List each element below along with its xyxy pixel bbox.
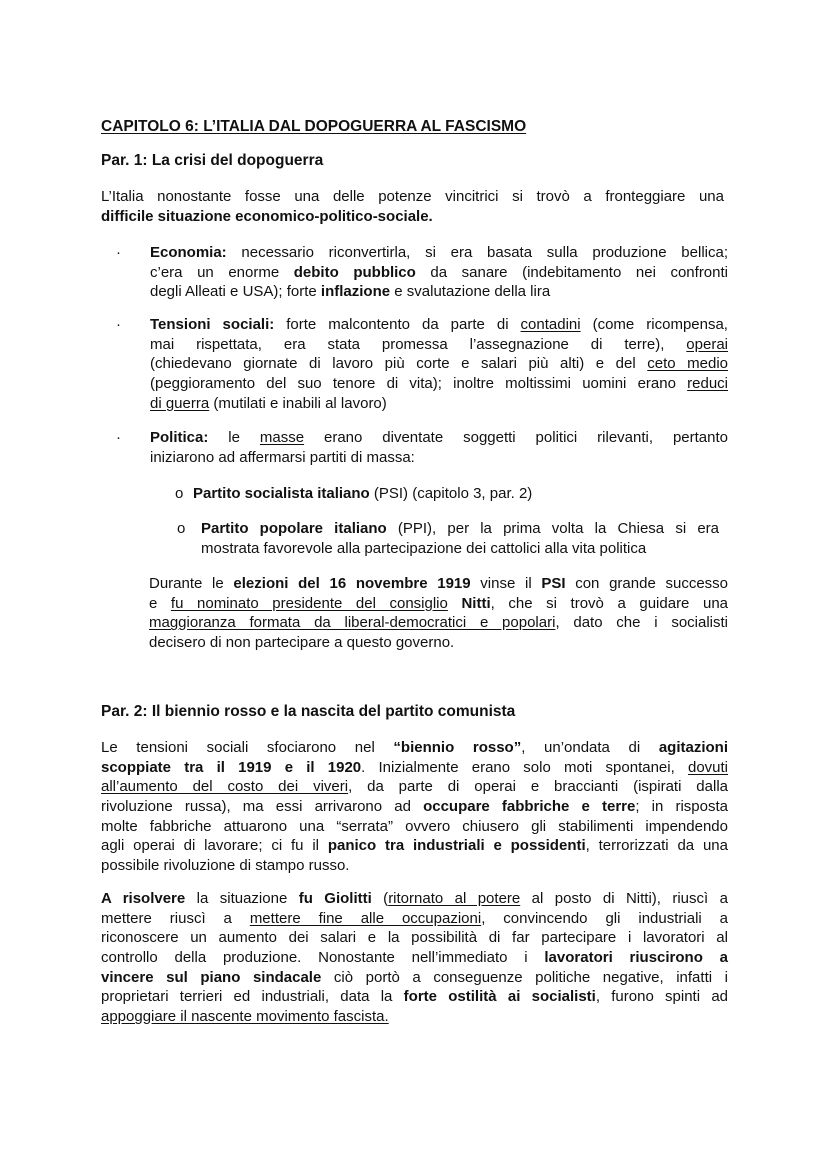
text-run: (come ricompensa, [580,316,728,333]
text-run: , furono spinti ad [595,988,729,1006]
text-line [101,817,728,837]
bullet-politica [150,428,728,467]
text-line [101,889,728,909]
text-run: L’Italia nonostante fosse una delle potenze vincitrici si trovò a fronteggiare una [101,188,724,205]
section-heading-par1: Par. 1: La crisi del dopoguerra [101,152,324,169]
sub-bullet-icon: o [177,520,186,537]
text-run: (mutilati e inabili al lavoro) [209,394,387,412]
sub-bullet-icon: o [175,485,184,502]
text-line [150,354,728,374]
underlined-text: ceto medio [647,355,728,373]
text-run: , da parte di operai e braccianti (ispirati dalla [348,778,728,796]
underlined-text: ritornato al potere [388,890,521,907]
text-line [150,374,728,394]
text-run: e [149,594,171,612]
bold-text: A risolvere [101,890,186,907]
bold-text: Partito socialista italiano [193,485,370,502]
bold-text: lavoratori riuscirono a [544,949,728,967]
text-run: , che si trovò a guidare una [490,594,728,612]
text-line [101,797,728,817]
text-line [101,987,728,1007]
bold-text: difficile situazione economico-politico-sociale. [101,207,433,225]
text-run: e svalutazione della lira [390,283,551,301]
elections-paragraph [149,574,728,653]
text-run: al posto di Nitti), riuscì a [520,890,728,907]
underlined-text: reduci [687,375,728,393]
text-run: con grande successo [565,575,729,592]
text-run: (PSI) (capitolo 3, par. 2) [369,485,533,502]
chapter-title-text: CAPITOLO 6: L’ITALIA DAL DOPOGUERRA AL FASCISMO [101,118,527,135]
text-run: erano diventate soggetti politici rilevanti, pertanto [304,429,728,446]
text-run: da sanare (indebitamento nei confronti [415,263,728,281]
text-line [201,519,719,539]
text-run: (peggioramento del suo tenore di vita); inoltre moltissimi uomini erano [150,375,688,393]
bold-text: elezioni del 16 novembre 1919 [233,575,471,592]
sub-bullet-ppi [201,519,719,558]
text-run: forte malcontento da parte di [274,316,521,333]
chapter-title [101,117,526,137]
text-line [149,594,728,614]
text-run: Le tensioni sociali sfociarono nel [101,739,394,756]
giolitti-paragraph [101,889,728,1027]
text-line [150,315,728,335]
text-run: agli operai di lavorare; ci fu il [101,837,328,855]
text-run [448,595,462,612]
text-line [101,856,728,876]
text-line [150,394,728,414]
underlined-text: contadini [520,316,581,333]
underlined-text: maggioranza formata da liberal-democratici e popolari [149,614,556,632]
text-run: mai rispettata, era stata promessa l’assegnazione di terre), [150,335,687,353]
text-run: ; in risposta [635,798,729,816]
text-run: le [208,429,260,446]
text-run: (PPI), per la prima volta la Chiesa si era [386,520,719,537]
text-line [101,928,728,948]
underlined-text: dovuti [687,758,729,776]
text-line [150,243,728,263]
text-run: decisero di non partecipare a questo governo. [149,634,455,652]
text-line [101,738,728,758]
bullet-tensioni-sociali [150,315,728,413]
bold-text: occupare fabbriche e terre [423,798,636,816]
bold-text: scoppiate tra il 1919 e il 1920 [101,758,362,776]
underlined-text: mettere fine alle occupazioni [249,909,482,927]
text-line [101,758,728,778]
bullet-icon: · [116,244,121,261]
bold-text: Economia: [150,244,227,261]
underlined-text: operai [686,335,728,353]
bullet-economia [150,243,728,302]
text-run: (chiedevano giornate di lavoro più corte e salari più alti) e del [150,355,648,373]
intro-paragraph [101,187,724,226]
text-run: ciò portò a conseguenze politiche negative, infatti i [321,968,728,986]
text-run: riconoscere un aumento dei salari e la possibilità di far partecipare i lavoratori al [101,929,728,947]
text-run: , un’ondata di [521,739,659,756]
bold-text: Nitti [461,594,491,612]
bold-text: panico tra industriali e possidenti [327,837,586,855]
text-run: , convincendo gli industriali a [481,909,729,927]
text-run: proprietari terrieri ed industriali, data la [101,988,404,1006]
section-heading-par2: Par. 2: Il biennio rosso e la nascita del partito comunista [101,703,516,720]
text-run: ( [371,890,389,907]
underlined-text: masse [259,429,305,446]
text-run: , terrorizzati da una [585,837,728,855]
text-run: necessario riconvertirla, si era basata sulla produzione bellica; [226,244,728,261]
text-line [150,335,728,355]
bold-text: forte ostilità ai socialisti [403,988,596,1006]
text-line [101,909,728,929]
text-run: c’era un enorme [150,263,294,281]
bold-text: Partito popolare italiano [201,520,387,537]
bullet-icon: · [116,429,121,446]
text-line [101,777,728,797]
underlined-text: di guerra [150,394,210,412]
text-line [193,484,532,504]
text-line [201,539,719,559]
text-line [149,574,728,594]
text-line [101,187,724,207]
bold-text: PSI [541,575,566,592]
bold-text: Politica: [150,429,209,446]
underlined-text: appoggiare il nascente movimento fascista. [101,1008,389,1026]
text-run: possibile rivoluzione di stampo russo. [101,857,350,875]
text-line [150,282,728,302]
underlined-text: fu nominato presidente del consiglio [170,594,448,612]
text-line [101,836,728,856]
text-line [150,448,728,468]
text-line [149,613,728,633]
bold-text: fu Giolitti [298,890,372,907]
text-run: rivoluzione russa), ma essi arrivarono ad [101,798,424,816]
text-line [101,207,724,227]
sub-bullet-psi [193,484,532,504]
text-run: molte fabbriche attuarono una “serrata” ovvero chiusero gli stabilimenti impendendo [101,817,728,835]
bold-text: “biennio rosso” [393,739,522,756]
text-run: controllo della produzione. Nonostante nell’immediato i [101,949,545,967]
text-run: la situazione [185,890,299,907]
bold-text: inflazione [320,283,391,301]
text-run: mostrata favorevole alla partecipazione dei cattolici alla vita politica [201,539,647,557]
bold-text: Tensioni sociali: [150,316,275,333]
text-run: vinse il [470,575,542,592]
text-line [149,633,728,653]
text-run: , dato che i socialisti [555,614,729,632]
bullet-icon: · [116,316,121,333]
text-line [101,968,728,988]
biennio-rosso-paragraph [101,738,728,876]
text-line [150,263,728,283]
underlined-text: all’aumento del costo dei viveri [101,778,349,796]
bold-text: vincere sul piano sindacale [101,968,322,986]
text-run: . Inizialmente erano solo moti spontanei, [361,758,688,776]
text-line [101,1007,728,1027]
bold-text: agitazioni [658,739,728,756]
text-run: iniziarono ad affermarsi partiti di massa: [150,448,415,466]
bold-text: debito pubblico [293,263,416,281]
text-run: degli Alleati e USA); forte [150,283,321,301]
text-line [101,948,728,968]
text-line [150,428,728,448]
text-run: Durante le [149,575,234,592]
text-run: mettere riuscì a [101,909,250,927]
